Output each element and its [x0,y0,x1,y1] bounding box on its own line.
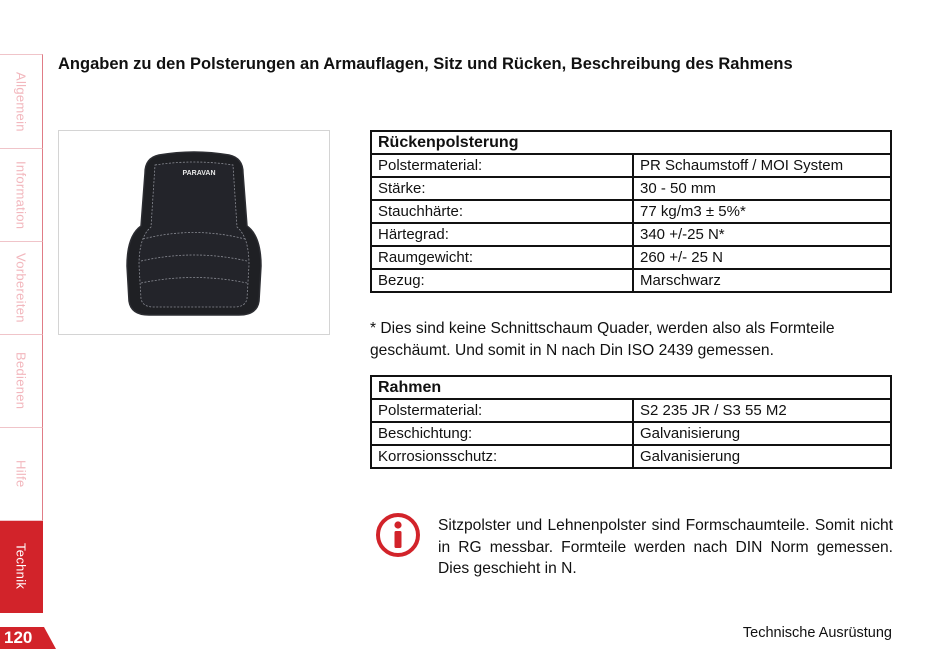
row-label: Stauchhärte: [371,200,633,223]
row-value: S2 235 JR / S3 55 M2 [633,399,891,422]
row-label: Raumgewicht: [371,246,633,269]
sidebar-nav [0,54,43,613]
row-value: Galvanisierung [633,445,891,468]
table-title-row [371,376,891,399]
tab-vorbereiten[interactable] [0,242,43,335]
tab-bedienen[interactable] [0,335,43,428]
footer-section-title: Technische Ausrüstung [742,625,892,641]
tab-label: Bedienen [13,352,29,410]
table-row [371,154,891,177]
footnote-text: * Dies sind keine Schnittschaum Quader, werden also als Formteile geschäumt. Und somit in N nach Din ISO 2439 gemessen. [370,320,835,359]
tab-label: Vorbereiten [13,253,29,323]
page-title: Angaben zu den Polsterungen an Armauflagen, Sitz und Rücken, Beschreibung des Rahmens [58,55,793,73]
brand-logo: PARAVAN [182,170,216,177]
row-label: Bezug: [371,269,633,292]
tab-technik[interactable] [0,521,43,613]
page-number-text: 120 [4,628,33,647]
row-label: Korrosionsschutz: [371,445,633,468]
row-value: 260 +/- 25 N [633,246,891,269]
seat-back-image [58,130,330,335]
row-value: 77 kg/m3 ± 5%* [633,200,891,223]
table-row [371,445,891,468]
row-label: Beschichtung: [371,422,633,445]
tab-label: Technik [13,543,29,590]
row-label: Stärke: [371,177,633,200]
row-value: PR Schaumstoff / MOI System [633,154,891,177]
info-note-text: Sitzpolster und Lehnenpolster sind Formschaumteile. Somit nicht in RG messbar. Formteile werden nach DIN Norm gemessen. Dies geschieht in N. [438,517,893,577]
tab-information[interactable] [0,149,43,242]
table-row [371,177,891,200]
tab-label: Allgemein [13,71,29,132]
row-value: Marschwarz [633,269,891,292]
rahmen-table [370,375,892,469]
row-label: Polstermaterial: [371,154,633,177]
info-icon [375,512,421,563]
table-title: Rahmen [371,376,891,399]
tab-label: Information [13,160,29,230]
table-title-row [371,131,891,154]
row-value: 30 - 50 mm [633,177,891,200]
table-row [371,269,891,292]
row-value: 340 +/-25 N* [633,223,891,246]
table-row [371,246,891,269]
table-row [371,399,891,422]
table-row [371,200,891,223]
ruecken-table [370,130,892,293]
page-number [0,627,56,649]
tab-allgemein[interactable] [0,54,43,149]
row-value: Galvanisierung [633,422,891,445]
tab-label: Hilfe [13,460,29,488]
table-row [371,223,891,246]
table-title: Rückenpolsterung [371,131,891,154]
row-label: Polstermaterial: [371,399,633,422]
table-row [371,422,891,445]
row-label: Härtegrad: [371,223,633,246]
seat-back-illustration [59,131,329,334]
tab-hilfe[interactable] [0,428,43,521]
